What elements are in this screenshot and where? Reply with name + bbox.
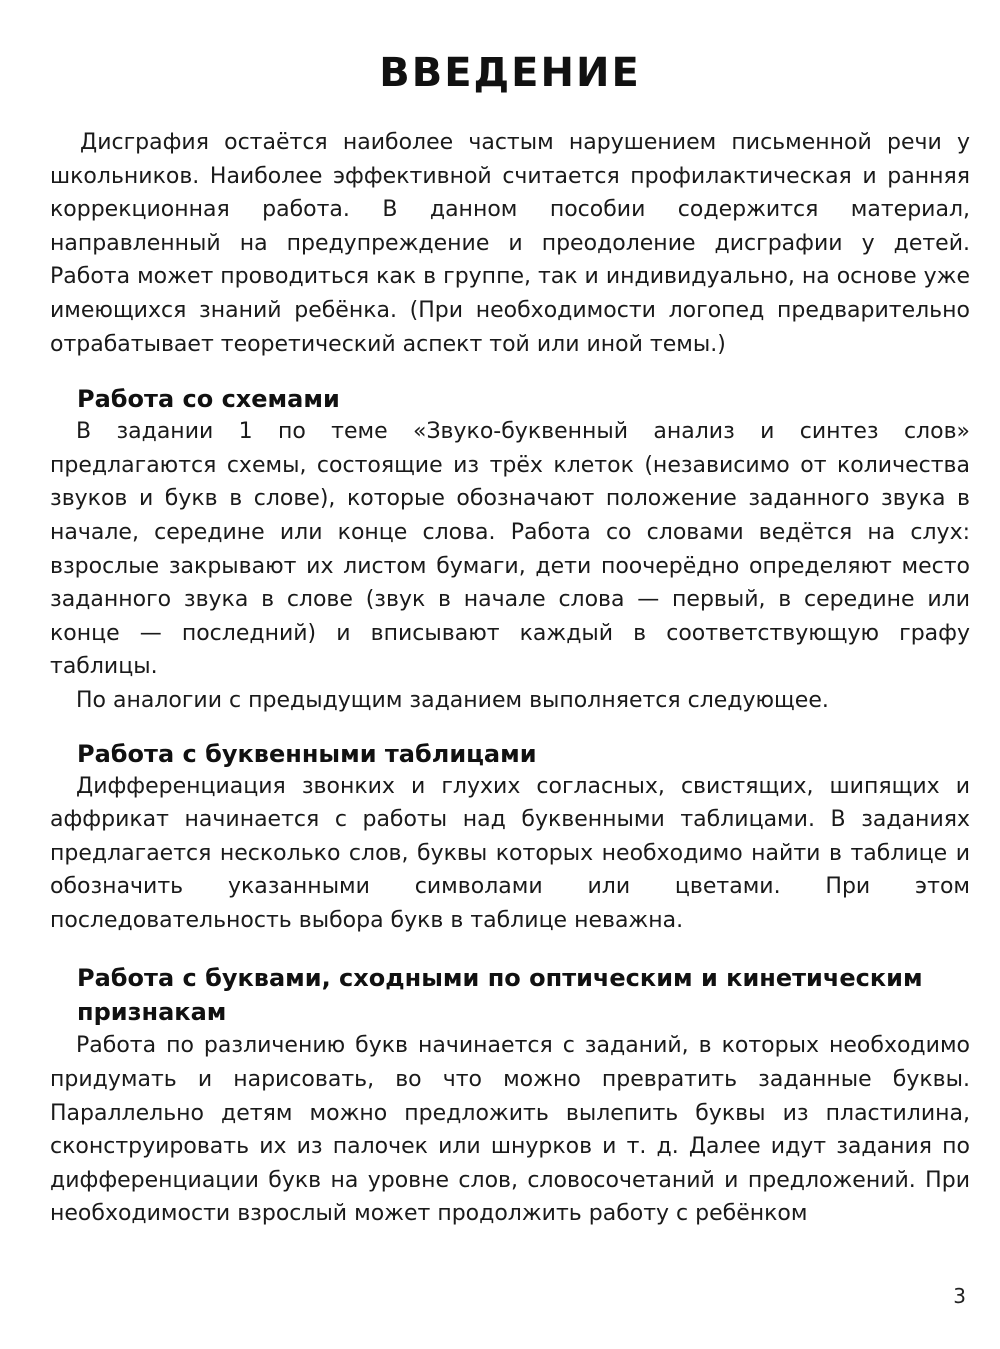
section-letter-tables-paragraph-1: Дифференциация звонких и глухих согласных, свистящих, шипящих и аффрикат начинается с работы над буквенными таблицами. В заданиях предлагается несколько слов, буквы которых необходимо найти в таблице и обозначить указанными символами или цветами. При этом последовательность выбора букв в таблице неважна. [50,773,970,933]
page [50,0,970,1231]
section-schemes-paragraph-2: По аналогии с предыдущим заданием выполняется следующее. [76,687,829,713]
section-heading-schemes: Работа со схемами [77,385,340,414]
page-number: 3 [953,1284,966,1308]
section-similar-letters-paragraph-1: Работа по различению букв начинается с заданий, в которых необходимо придумать и нарисовать, во что можно превратить заданные буквы. Параллельно детям можно предложить вылепить буквы из пластилина, сконструировать их из палочек или шнурков и т. д. Далее идут задания по дифференциации букв на уровне слов, словосочетаний и предложений. При необходимости взрослый может продолжить работу с ребёнком [50,1033,970,1227]
intro-paragraph: Дисграфия остаётся наиболее частым нарушением письменной речи у школьников. Наиболее эффективной считается профилактическая и ранняя коррекционная работа. В данном пособии содержится материал, направленный на предупреждение и преодоление дисграфии у детей. Работа может проводиться как в группе, так и индивидуально, на основе уже имеющихся знаний ребёнка. (При необходимости логопед предварительно отрабатывает теоретический аспект той или иной темы.) [50,130,970,357]
section-heading-similar-letters: Работа с буквами, сходными по оптическим и кинетическим признакам [77,964,923,1027]
section-heading-letter-tables: Работа с буквенными таблицами [77,739,537,768]
page-title: ВВЕДЕНИЕ [379,50,641,96]
section-schemes-paragraph-1: В задании 1 по теме «Звуко-буквенный анализ и синтез слов» предлагаются схемы, состоящие из трёх клеток (независимо от количества звуков и букв в слове), которые обозначают положение заданного звука в начале, середине или конце слова. Работа со словами ведётся на слух: взрослые закрывают их листом бумаги, дети поочерёдно определяют место заданного звука в слове (звук в начале слова — первый, в середине или конце — последний) и вписывают каждый в соответствующую графу таблицы. [50,419,970,680]
